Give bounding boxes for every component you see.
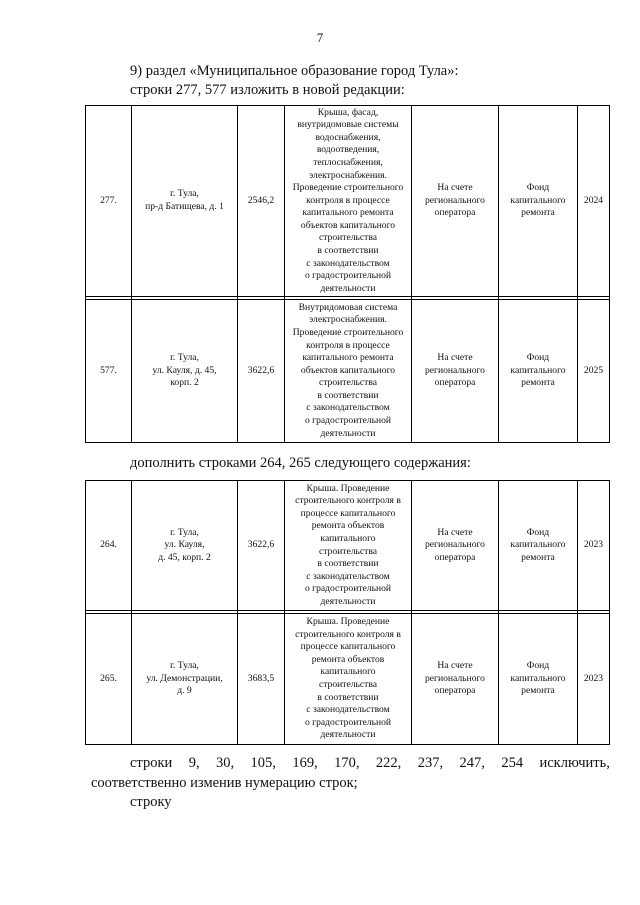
- row-address: г. Тула, ул. Кауля, д. 45, корп. 2: [132, 481, 238, 611]
- closing-word: исключить,: [539, 755, 610, 771]
- row-address: г. Тула, ул. Кауля, д. 45, корп. 2: [132, 300, 238, 443]
- row-area: 3622,6: [238, 481, 285, 611]
- closing-word: 105,: [250, 755, 276, 771]
- row-year: 2025: [578, 300, 610, 443]
- row-number: 577.: [86, 300, 132, 443]
- closing-word: 237,: [417, 755, 444, 771]
- row-account: На счете регионального оператора: [412, 481, 499, 611]
- table-row: [86, 614, 610, 745]
- row-account: На счете регионального оператора: [412, 106, 499, 297]
- closing-word: 30,: [215, 755, 235, 771]
- closing-word: 222,: [375, 755, 402, 771]
- row-account: На счете регионального оператора: [412, 300, 499, 443]
- row-fund: Фонд капитального ремонта: [499, 481, 578, 611]
- closing-line-1: [130, 755, 610, 772]
- closing-line-2: соответственно изменив нумерацию строк;: [91, 775, 358, 791]
- closing-word: 254: [501, 755, 524, 771]
- page-number: 7: [316, 30, 324, 45]
- row-works: Крыша. Проведение строительного контроля в процессе капитального ремонта объектов капитального строительства в соответствии с законодательством о градостроительной деятельности: [285, 614, 412, 745]
- row-number: 264.: [86, 481, 132, 611]
- row-address: г. Тула, пр-д Батищева, д. 1: [132, 106, 238, 297]
- closing-word: 170,: [334, 755, 360, 771]
- row-area: 3622,6: [238, 300, 285, 443]
- row-account: На счете регионального оператора: [412, 614, 499, 745]
- closing-word: 169,: [292, 755, 318, 771]
- table-row: [86, 106, 610, 297]
- row-works: Крыша. Проведение строительного контроля в процессе капитального ремонта объектов капитального строительства в соответствии с законодательством о градостроительной деятельности: [285, 481, 412, 611]
- row-works: Крыша, фасад, внутридомовые системы водоснабжения, водоотведения, теплоснабжения, электроснабжения. Проведение строительного контроля в процессе капитального ремонта объектов капитального строительства в соответствии с законодательством о градостроительной деятельности: [285, 106, 412, 297]
- closing-word: 9,: [188, 755, 200, 771]
- row-number: 265.: [86, 614, 132, 745]
- intro-line-2: строки 277, 577 изложить в новой редакции:: [130, 82, 405, 98]
- closing-line-3: строку: [130, 794, 172, 810]
- closing-word: строки: [130, 755, 173, 771]
- table-row: [86, 481, 610, 611]
- row-area: 3683,5: [238, 614, 285, 745]
- row-fund: Фонд капитального ремонта: [499, 106, 578, 297]
- row-year: 2023: [578, 614, 610, 745]
- closing-word: 247,: [459, 755, 485, 771]
- middle-paragraph: дополнить строками 264, 265 следующего содержания:: [130, 455, 471, 471]
- row-works: Внутридомовая система электроснабжения. Проведение строительного контроля в процессе капитального ремонта объектов капитального строительства в соответствии с законодательством о градостроительной деятельности: [285, 300, 412, 443]
- row-year: 2023: [578, 481, 610, 611]
- table-row: [86, 300, 610, 443]
- row-number: 277.: [86, 106, 132, 297]
- intro-line-1: 9) раздел «Муниципальное образование город Тула»:: [130, 63, 459, 79]
- row-address: г. Тула, ул. Демонстрации, д. 9: [132, 614, 238, 745]
- table-replaced-rows: [85, 105, 610, 443]
- row-fund: Фонд капитального ремонта: [499, 300, 578, 443]
- table-added-rows: [85, 480, 610, 745]
- row-fund: Фонд капитального ремонта: [499, 614, 578, 745]
- row-year: 2024: [578, 106, 610, 297]
- row-area: 2546,2: [238, 106, 285, 297]
